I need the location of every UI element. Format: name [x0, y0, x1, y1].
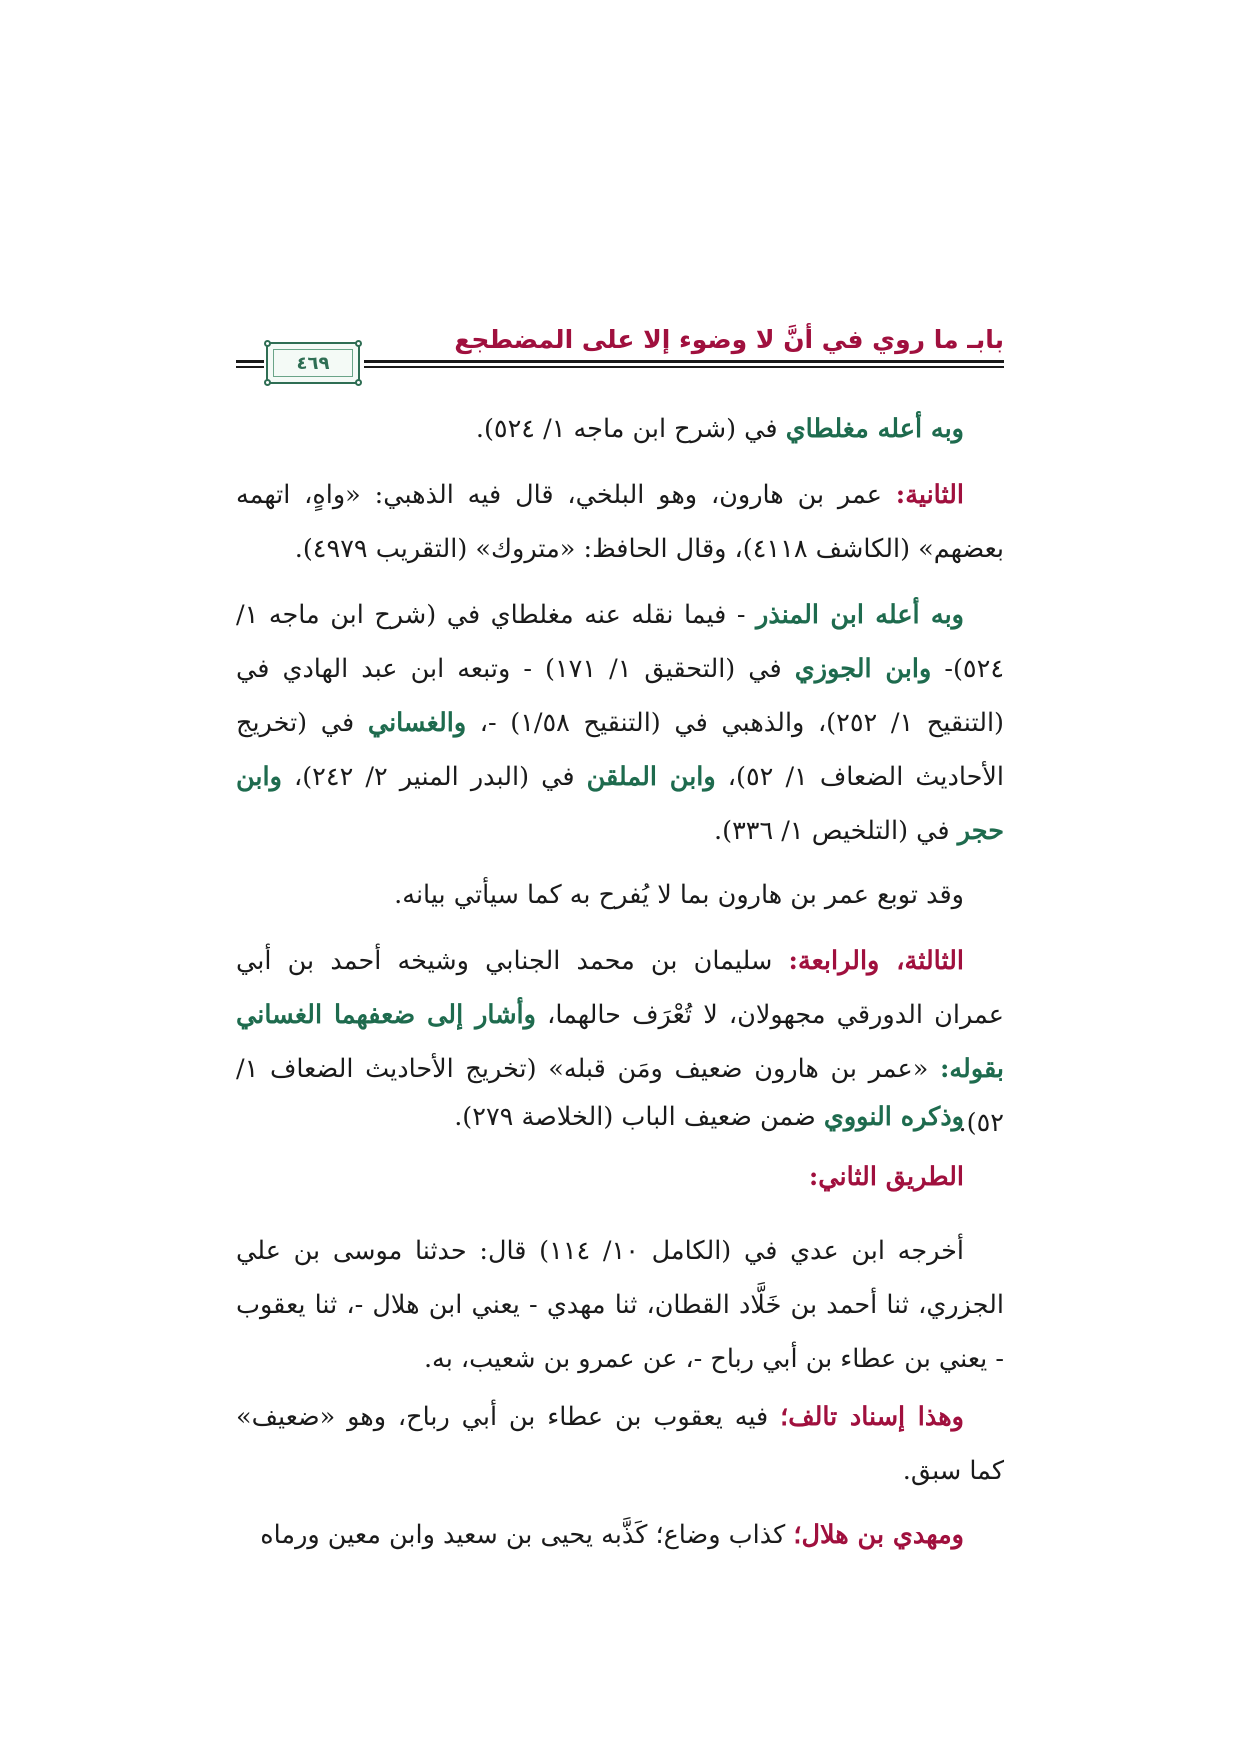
paragraph-2 — [236, 468, 1004, 576]
section-label: الثانية: — [895, 480, 964, 510]
section-label: وهذا إسناد تالف؛ — [780, 1402, 964, 1432]
corner-ornament-icon — [355, 340, 362, 347]
corner-ornament-icon — [264, 340, 271, 347]
highlight-name: وبه أعله مغلطاي — [785, 414, 964, 444]
body-text: كذاب وضاع؛ كَذَّبه يحيى بن سعيد وابن معين ورماه — [260, 1520, 794, 1550]
section-heading — [236, 1150, 1004, 1204]
body-text: ضمن ضعيف الباب (الخلاصة ٢٧٩). — [454, 1102, 824, 1132]
header-rule-bottom — [364, 366, 1004, 368]
page-number: ٤٦٩ — [296, 352, 330, 374]
section-label: ومهدي بن هلال؛ — [793, 1520, 964, 1550]
paragraph-10 — [236, 1508, 1004, 1562]
paragraph-4 — [236, 868, 1004, 922]
highlight-name: والغساني — [367, 708, 467, 738]
paragraph-3 — [236, 588, 1004, 858]
header-rule-top — [364, 360, 1004, 363]
body-text: في (التحقيق ١/ ١٧١) - وتبعه ابن عبد الهادي في (التنقيح ١/ ٢٥٢)، والذهبي في (التنقيح ١/٥٨) -، — [236, 654, 1004, 738]
body-text: أخرجه ابن عدي في (الكامل ١٠/ ١١٤) قال: حدثنا موسى بن علي الجزري، ثنا أحمد بن خَلَّاد القطان، ثنا مهدي - يعني ابن هلال -، ثنا يعقوب - يعني بن عطاء بن أبي رباح -، عن عمرو بن شعيب، به. — [236, 1236, 1004, 1374]
chapter-title: بابـ ما روي في أنَّ لا وضوء إلا على المضطجع — [454, 325, 1004, 354]
section-label: الثالثة، والرابعة: — [788, 946, 964, 976]
header-rule-left-top — [236, 360, 264, 363]
highlight-name: وابن حجر — [236, 762, 1004, 846]
paragraph-8 — [236, 1224, 1004, 1386]
highlight-name: وابن الجوزي — [794, 654, 932, 684]
section-heading-text: الطريق الثاني: — [808, 1162, 964, 1192]
body-text: فيه يعقوب بن عطاء بن أبي رباح، وهو «ضعيف» كما سبق. — [236, 1402, 1004, 1486]
highlight-name: وبه أعله ابن المنذر — [756, 600, 964, 630]
body-text: في (شرح ابن ماجه ١/ ٥٢٤). — [475, 414, 786, 444]
corner-ornament-icon — [355, 379, 362, 386]
body-text: في (تخريج الأحاديث الضعاف ١/ ٥٢)، — [236, 708, 1005, 792]
body-text: سليمان بن محمد الجنابي وشيخه أحمد بن أبي عمران الدورقي مجهولان، لا تُعْرَف حالهما، — [236, 946, 1004, 1030]
header-rule-left-bottom — [236, 366, 264, 368]
highlight-name: وأشار إلى ضعفهما الغساني بقوله: — [236, 1000, 1004, 1084]
paragraph-9 — [236, 1390, 1004, 1498]
paragraph-6 — [236, 1090, 1004, 1144]
highlight-name: وابن الملقن — [586, 762, 716, 792]
body-text: «عمر بن هارون ضعيف ومَن قبله» (تخريج الأحاديث الضعاف ١/ ٥٢). — [236, 1054, 1004, 1138]
corner-ornament-icon — [264, 379, 271, 386]
body-text: - فيما نقله عنه مغلطاي في (شرح ابن ماجه ١/ ٥٢٤)- — [236, 600, 1005, 684]
body-text: عمر بن هارون، وهو البلخي، قال فيه الذهبي: «واهٍ، اتهمه بعضهم» (الكاشف ٤١١٨)، وقال الحافظ: «متروك» (التقريب ٤٩٧٩). — [236, 480, 1004, 564]
highlight-name: وذكره النووي — [823, 1102, 964, 1132]
body-text: وقد توبع عمر بن هارون بما لا يُفرح به كما سيأتي بيانه. — [394, 880, 964, 910]
body-text: في (البدر المنير ٢/ ٢٤٢)، — [281, 762, 587, 792]
page-number-frame — [266, 342, 360, 384]
body-text: في (التلخيص ١/ ٣٣٦). — [714, 816, 958, 846]
paragraph-1 — [236, 402, 1004, 456]
